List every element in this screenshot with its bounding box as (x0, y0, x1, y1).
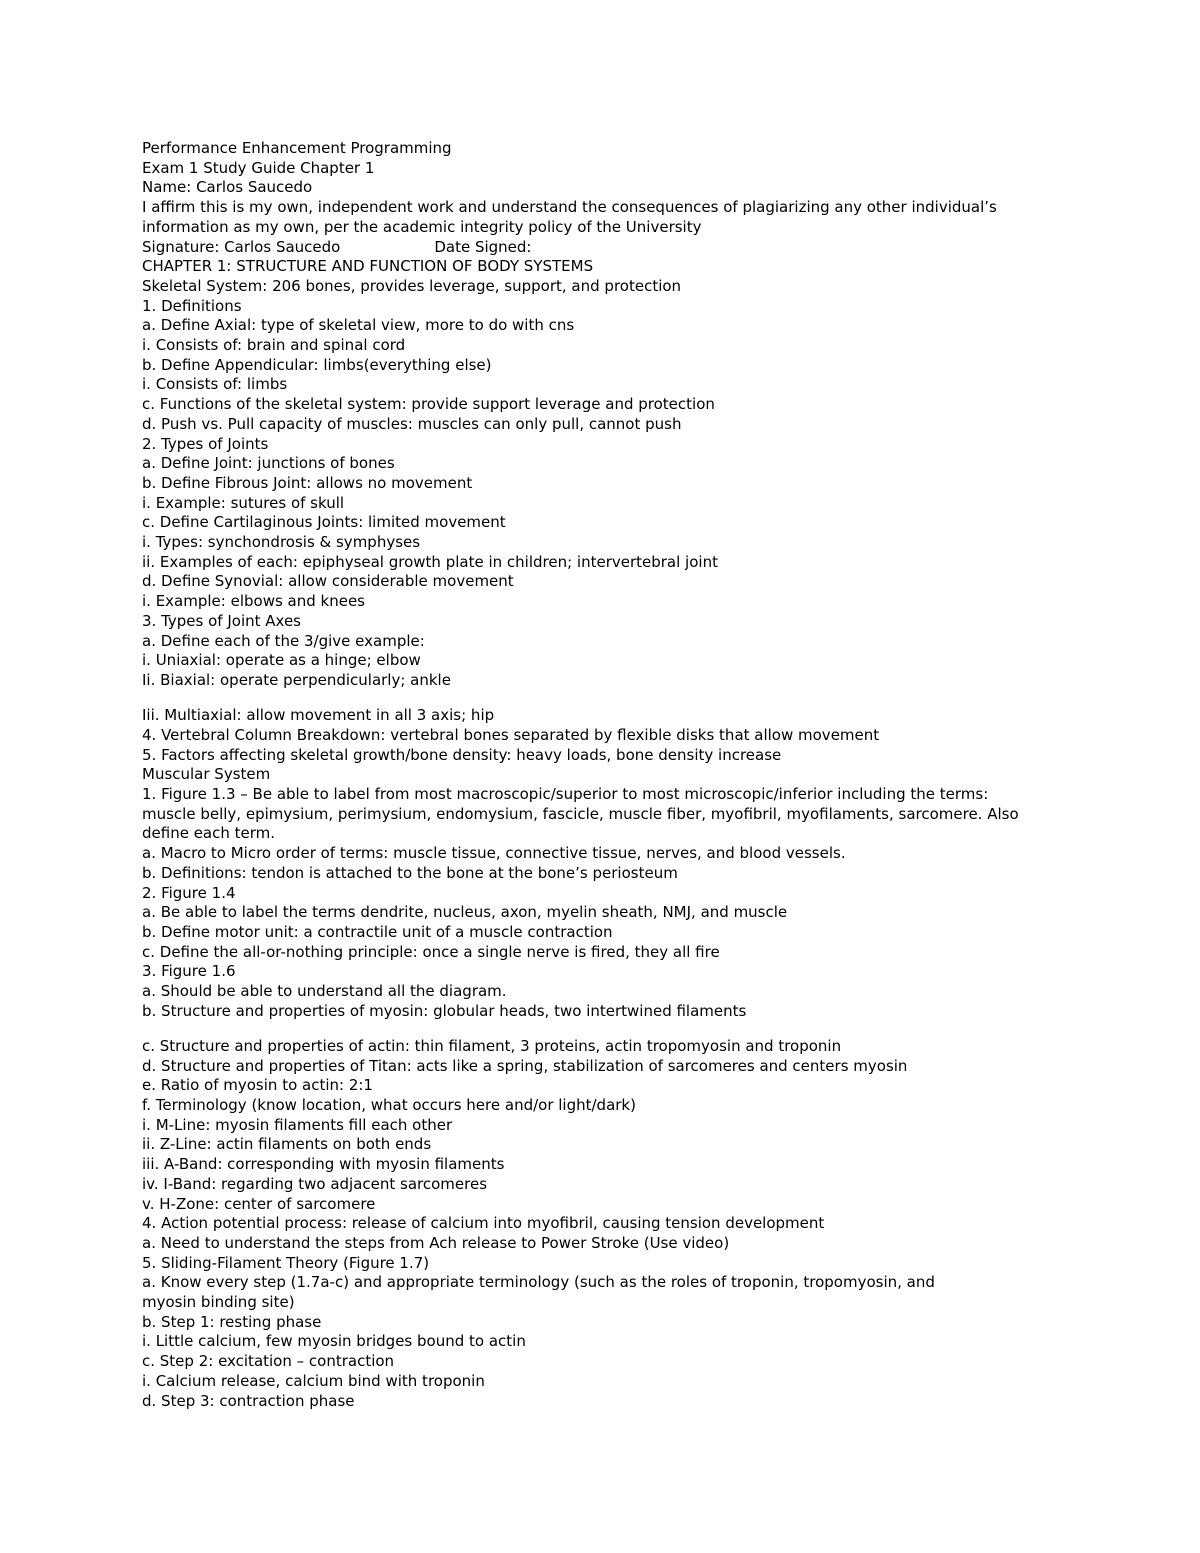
exam-title: Exam 1 Study Guide Chapter 1 (142, 158, 375, 177)
text-line: a. Define Joint: junctions of bones (142, 454, 395, 473)
text-line: 1. Figure 1.3 – Be able to label from most macroscopic/superior to most microscopic/inferior including the terms: (142, 785, 989, 803)
text-line: f. Terminology (know location, what occurs here and/or light/dark) (142, 1096, 636, 1115)
text-line: ii. Examples of each: epiphyseal growth plate in children; intervertebral joint (142, 552, 718, 571)
text-line: c. Define Cartilaginous Joints: limited movement (142, 513, 506, 532)
text-line: c. Functions of the skeletal system: provide support leverage and protection (142, 395, 715, 414)
text-line: iii. A-Band: corresponding with myosin filaments (142, 1155, 505, 1174)
text-line: a. Define Axial: type of skeletal view, more to do with cns (142, 316, 575, 335)
text-line: b. Step 1: resting phase (142, 1312, 322, 1331)
text-line: i. Little calcium, few myosin bridges bound to actin (142, 1332, 526, 1351)
signature-row (142, 238, 1142, 258)
affirmation-line: information as my own, per the academic integrity policy of the University (142, 217, 702, 236)
study-guide-text (142, 139, 1142, 1411)
course-title: Performance Enhancement Programming (142, 139, 452, 157)
text-line: Muscular System (142, 765, 271, 784)
sarcomere-section (142, 1037, 1142, 1411)
text-line: i. Example: elbows and knees (142, 592, 366, 611)
text-line: b. Define Fibrous Joint: allows no movement (142, 473, 473, 492)
text-line: i. Types: synchondrosis & symphyses (142, 533, 421, 552)
text-line: b. Define motor unit: a contractile unit of a muscle contraction (142, 922, 613, 941)
text-line: b. Structure and properties of myosin: globular heads, two intertwined filaments (142, 1001, 747, 1020)
text-line: d. Push vs. Pull capacity of muscles: muscles can only pull, cannot push (142, 414, 682, 433)
text-line: 1. Definitions (142, 296, 242, 315)
text-line: 5. Sliding-Filament Theory (Figure 1.7) (142, 1253, 430, 1272)
text-line: i. M-Line: myosin filaments fill each other (142, 1115, 453, 1134)
affirmation-line: I affirm this is my own, independent work and understand the consequences of plagiarizing any other individual’s (142, 198, 997, 217)
text-line: a. Macro to Micro order of terms: muscle tissue, connective tissue, nerves, and blood vessels. (142, 844, 846, 863)
text-line: Iii. Multiaxial: allow movement in all 3 axis; hip (142, 706, 495, 725)
text-line: v. H-Zone: center of sarcomere (142, 1194, 376, 1213)
date-signed-label: Date Signed: (434, 237, 532, 256)
text-line: 4. Vertebral Column Breakdown: vertebral bones separated by flexible disks that allow movement (142, 725, 880, 744)
text-line: c. Step 2: excitation – contraction (142, 1352, 395, 1371)
text-line: 2. Figure 1.4 (142, 883, 236, 902)
text-line: e. Ratio of myosin to actin: 2:1 (142, 1076, 373, 1095)
text-line: d. Step 3: contraction phase (142, 1391, 355, 1410)
text-line: 3. Types of Joint Axes (142, 611, 301, 630)
text-line: a. Need to understand the steps from Ach release to Power Stroke (Use video) (142, 1233, 730, 1252)
text-line: b. Definitions: tendon is attached to the bone at the bone’s periosteum (142, 863, 678, 882)
text-line: a. Be able to label the terms dendrite, nucleus, axon, myelin sheath, NMJ, and muscle (142, 903, 788, 922)
text-line: Ii. Biaxial: operate perpendicularly; ankle (142, 670, 451, 689)
paragraph-gap (142, 691, 1142, 707)
text-line: c. Structure and properties of actin: thin filament, 3 proteins, actin tropomyosin and troponin (142, 1036, 842, 1055)
paragraph-gap (142, 1021, 1142, 1037)
text-line: i. Calcium release, calcium bind with troponin (142, 1371, 485, 1390)
text-line: myosin binding site) (142, 1293, 295, 1312)
text-line: i. Example: sutures of skull (142, 493, 345, 512)
muscular-section (142, 706, 1142, 1021)
text-line: Skeletal System: 206 bones, provides leverage, support, and protection (142, 276, 682, 295)
text-line: d. Define Synovial: allow considerable movement (142, 572, 514, 591)
skeletal-section (142, 257, 1142, 690)
text-line: i. Consists of: limbs (142, 375, 288, 394)
text-line: a. Should be able to understand all the diagram. (142, 982, 507, 1001)
text-line: i. Uniaxial: operate as a hinge; elbow (142, 651, 421, 670)
text-line: 4. Action potential process: release of calcium into myofibril, causing tension development (142, 1214, 825, 1233)
text-line: ii. Z-Line: actin filaments on both ends (142, 1135, 432, 1154)
text-line: 2. Types of Joints (142, 434, 269, 453)
text-line: 3. Figure 1.6 (142, 962, 236, 981)
text-line: d. Structure and properties of Titan: acts like a spring, stabilization of sarcomeres and centers myosin (142, 1056, 908, 1075)
text-line: a. Define each of the 3/give example: (142, 631, 425, 650)
text-line: 5. Factors affecting skeletal growth/bone density: heavy loads, bone density increase (142, 745, 782, 764)
text-line: CHAPTER 1: STRUCTURE AND FUNCTION OF BODY SYSTEMS (142, 257, 594, 276)
text-line: i. Consists of: brain and spinal cord (142, 336, 406, 355)
student-name: Name: Carlos Saucedo (142, 178, 313, 197)
text-line: a. Know every step (1.7a-c) and appropriate terminology (such as the roles of troponin, tropomyosin, and (142, 1273, 935, 1292)
text-line: b. Define Appendicular: limbs(everything else) (142, 355, 492, 374)
text-line: define each term. (142, 824, 276, 843)
text-line: iv. I-Band: regarding two adjacent sarcomeres (142, 1174, 488, 1193)
text-line: muscle belly, epimysium, perimysium, endomysium, fascicle, muscle fiber, myofibril, myofilaments, sarcomere. Also (142, 804, 1019, 823)
text-line: c. Define the all-or-nothing principle: once a single nerve is fired, they all fire (142, 942, 720, 961)
signature-text: Signature: Carlos Saucedo (142, 237, 341, 256)
